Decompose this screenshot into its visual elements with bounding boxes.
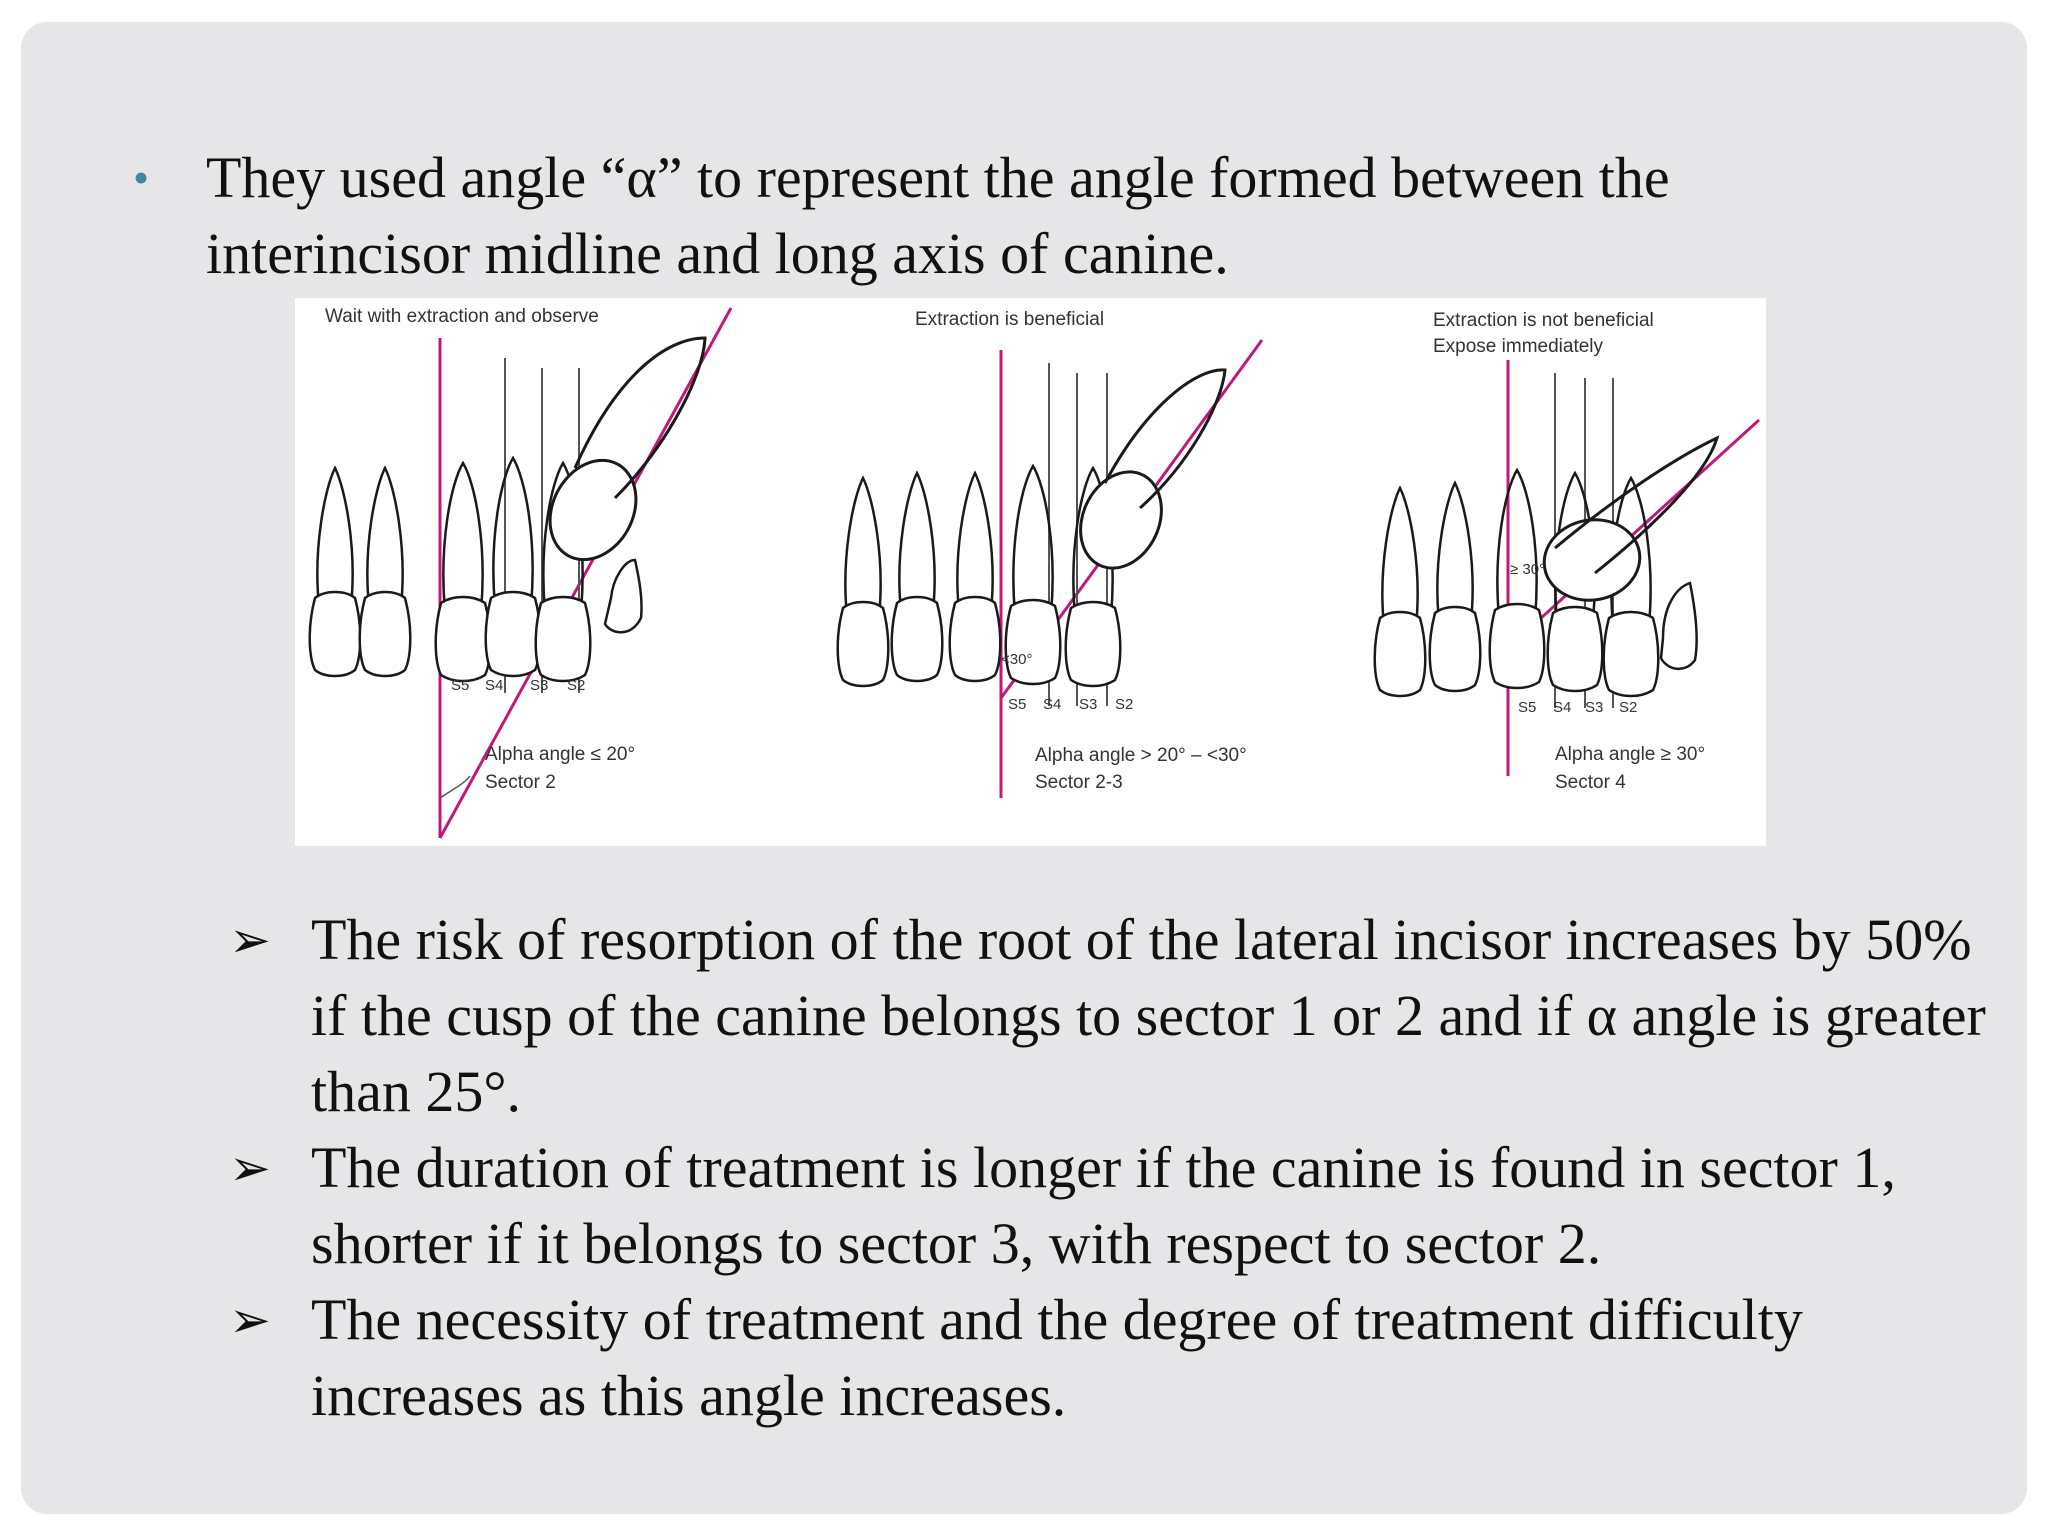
panel-2-sector-s3: S3: [1079, 696, 1098, 713]
panel-3-angle-tag: ≥ 30°: [1510, 561, 1546, 578]
panel-3-sector-s5: S5: [1518, 699, 1537, 716]
panel-beneficial: [838, 309, 1262, 798]
panel-2-angle-tag: <30°: [1001, 651, 1033, 668]
panel-3-caption-line-2: Expose immediately: [1433, 336, 1604, 357]
panel-3-sector-label: Sector 4: [1555, 772, 1626, 793]
arrow-bullet-icon: ➢: [229, 1291, 271, 1349]
sub-bullet-1-text: The risk of resorption of the root of the lateral incisor increases by 50% if the cusp of the canine belongs to sector 1 or 2 and if α angle is greater than 25°.: [311, 907, 1986, 1124]
panel-1-sector-s2: S2: [567, 677, 586, 694]
panel-1-sector-s3: S3: [530, 677, 549, 694]
panel-2-caption: Extraction is beneficial: [915, 309, 1105, 330]
panel-wait: [310, 306, 731, 838]
panel-not-beneficial: [1375, 310, 1759, 793]
panel-3-caption-line-1: Extraction is not beneficial: [1433, 310, 1654, 331]
sub-bullet-2-text: The duration of treatment is longer if the canine is found in sector 1, shorter if it belongs to sector 3, with respect to sector 2.: [311, 1135, 1896, 1276]
arrow-bullet-icon: ➢: [229, 1139, 271, 1197]
sub-bullet-3-text: The necessity of treatment and the degree of treatment difficulty increases as this angle increases.: [311, 1287, 1803, 1428]
panel-1-angle-label: Alpha angle ≤ 20°: [485, 744, 636, 765]
panel-3-sector-s3: S3: [1585, 699, 1604, 716]
panel-2-angle-label: Alpha angle > 20° – <30°: [1035, 745, 1247, 766]
slide: [21, 22, 2027, 1514]
panel-3-sector-s2: S2: [1619, 699, 1638, 716]
panel-2-sector-s2: S2: [1115, 696, 1134, 713]
panel-2-sector-label: Sector 2-3: [1035, 772, 1123, 793]
sub-bullet-3: [219, 1282, 2019, 1434]
panel-1-sector-s4: S4: [485, 677, 504, 694]
panel-2-sector-s4: S4: [1043, 696, 1062, 713]
panel-3-angle-label: Alpha angle ≥ 30°: [1555, 744, 1706, 765]
bullet-dot-icon: •: [133, 152, 150, 203]
sub-bullet-2: [219, 1130, 2019, 1282]
arrow-bullet-icon: ➢: [229, 911, 271, 969]
panel-2-sector-s5: S5: [1008, 696, 1027, 713]
sub-bullet-1: [219, 902, 2019, 1130]
main-bullet-text: They used angle “α” to represent the angle formed between the interincisor midline and long axis of canine.: [206, 145, 1670, 286]
panel-1-sector-s5: S5: [451, 677, 470, 694]
panel-1-sector-label: Sector 2: [485, 772, 556, 793]
canine-angle-figure: [295, 298, 1766, 846]
panel-3-sector-s4: S4: [1553, 699, 1572, 716]
panel-1-caption: Wait with extraction and observe: [325, 306, 599, 327]
canine-angle-diagram: [295, 298, 1766, 846]
sub-bullet-list: [219, 902, 2019, 1434]
